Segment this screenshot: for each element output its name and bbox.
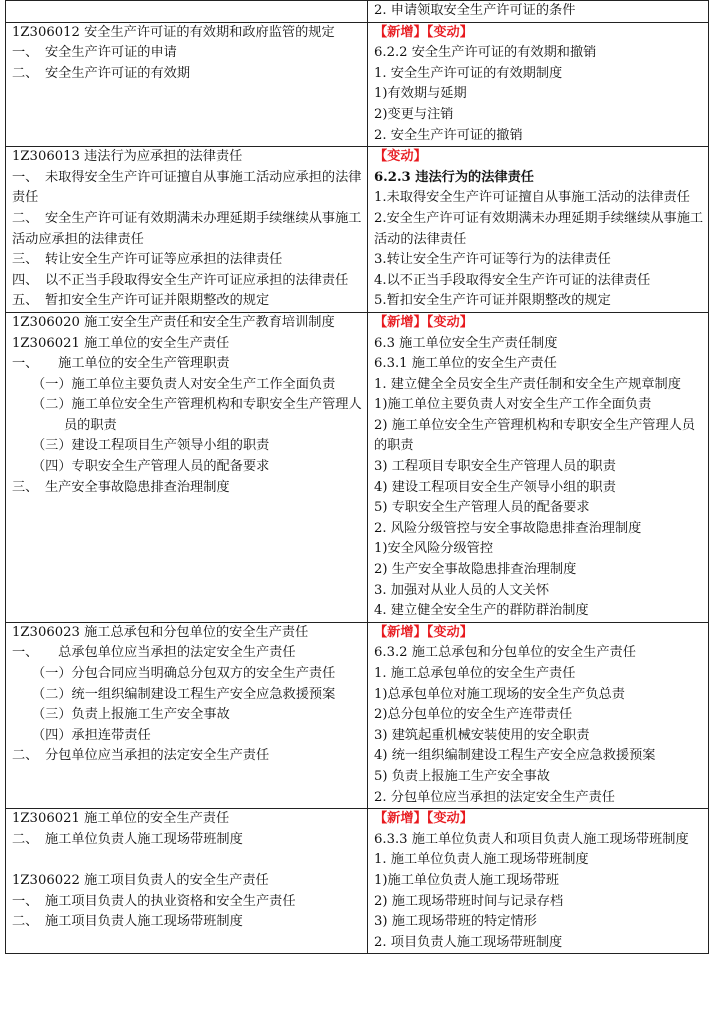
change-tags — [374, 313, 704, 334]
left-line: （三）负责上报施工生产安全事故 — [32, 707, 230, 723]
left-line: 一、 安全生产许可证的申请 — [12, 45, 177, 61]
section-code-title: 1Z306021 施工单位的安全生产责任 — [12, 811, 230, 827]
right-line: 1)安全风险分级管控 — [374, 541, 494, 557]
new-outline-cell — [368, 312, 709, 622]
right-line: 5) 负责上报施工生产安全事故 — [374, 768, 550, 784]
tag-changed: 【变动】 — [426, 624, 473, 640]
left-line: （二）施工单位安全生产管理机构和专职安全生产管理人员的职责 — [32, 397, 362, 433]
tag-new: 【新增】 — [374, 314, 427, 330]
old-outline-cell — [6, 312, 368, 622]
right-line: 3.转让安全生产许可证等行为的法律责任 — [374, 252, 611, 268]
tag-changed: 【变动】 — [426, 24, 473, 40]
left-line: 二、 施工项目负责人施工现场带班制度 — [12, 914, 243, 930]
blank-line — [12, 850, 363, 871]
table-row — [6, 312, 709, 622]
right-line: 2. 项目负责人施工现场带班制度 — [374, 934, 563, 950]
section-code-title: 1Z306012 安全生产许可证的有效期和政府监管的规定 — [12, 24, 335, 40]
right-line: 2) 施工单位安全生产管理机构和专职安全生产管理人员的职责 — [374, 417, 696, 454]
left-line: （二）统一组织编制建设工程生产安全应急救援预案 — [32, 686, 336, 702]
right-line: 3) 工程项目专职安全生产管理人员的职责 — [374, 459, 616, 475]
left-line: 一、 总承包单位应当承担的法定安全生产责任 — [12, 645, 296, 661]
right-line: 2. 分包单位应当承担的法定安全生产责任 — [374, 789, 615, 805]
right-line: 3. 加强对从业人员的人文关怀 — [374, 582, 550, 598]
old-outline-cell — [6, 147, 368, 313]
right-line: 2)总分包单位的安全生产连带责任 — [374, 707, 573, 723]
new-outline-cell — [368, 622, 709, 808]
table-row — [6, 1, 709, 23]
right-line: 3) 施工现场带班的特定情形 — [374, 914, 537, 930]
right-line: 6.3.3 施工单位负责人和项目负责人施工现场带班制度 — [374, 831, 689, 847]
left-line: （四）专职安全生产管理人员的配备要求 — [32, 459, 270, 475]
right-line: 2.安全生产许可证有效期满未办理延期手续继续从事施工活动的法律责任 — [374, 210, 704, 247]
old-outline-cell — [6, 809, 368, 954]
old-outline-cell — [6, 1, 368, 23]
right-heading: 6.2.3 违法行为的法律责任 — [374, 169, 534, 185]
right-line: 4.以不正当手段取得安全生产许可证的法律责任 — [374, 272, 651, 288]
table-row — [6, 622, 709, 808]
change-tags — [374, 809, 704, 830]
tag-changed: 【变动】 — [374, 149, 427, 165]
left-line: （四）承担连带责任 — [32, 727, 151, 743]
right-line: 1. 施工总承包单位的安全生产责任 — [374, 666, 576, 681]
right-line: 2) 施工现场带班时间与记录存档 — [374, 893, 564, 909]
left-line: （一）分包合同应当明确总分包双方的安全生产责任 — [32, 666, 336, 681]
right-line: 6.3.1 施工单位的安全生产责任 — [374, 356, 557, 372]
left-line: 二、 安全生产许可证有效期满未办理延期手续继续从事施工活动应承担的法律责任 — [12, 210, 362, 247]
left-line: 二、 施工单位负责人施工现场带班制度 — [12, 831, 243, 847]
left-line: （三）建设工程项目生产领导小组的职责 — [32, 438, 270, 454]
table-row — [6, 22, 709, 147]
left-line: 二、 安全生产许可证的有效期 — [12, 65, 191, 81]
right-line: 4. 建立健全安全生产的群防群治制度 — [374, 603, 589, 619]
right-line: 4) 建设工程项目安全生产领导小组的职责 — [374, 479, 616, 495]
right-line: 2. 安全生产许可证的撤销 — [374, 127, 523, 143]
section-code-title: 1Z306021 施工单位的安全生产责任 — [12, 335, 230, 351]
tag-new: 【新增】 — [374, 24, 427, 40]
left-line: 二、 分包单位应当承担的法定安全生产责任 — [12, 748, 270, 764]
left-line: 五、 暂扣安全生产许可证并限期整改的规定 — [12, 293, 270, 309]
change-tags — [374, 147, 704, 168]
old-outline-cell — [6, 622, 368, 808]
new-outline-cell — [368, 809, 709, 954]
right-line: 1. 施工单位负责人施工现场带班制度 — [374, 852, 589, 868]
left-line: 四、 以不正当手段取得安全生产许可证应承担的法律责任 — [12, 272, 349, 288]
left-line: 一、 施工单位的安全生产管理职责 — [12, 356, 230, 372]
new-outline-cell — [368, 1, 709, 23]
right-line: 6.3.2 施工总承包和分包单位的安全生产责任 — [374, 645, 636, 661]
right-line: 1.未取得安全生产许可证擅自从事施工活动的法律责任 — [374, 190, 690, 206]
table-row — [6, 809, 709, 954]
right-line: 2. 申请领取安全生产许可证的条件 — [374, 3, 576, 18]
right-line: 6.3 施工单位安全生产责任制度 — [374, 335, 558, 351]
section-code-title: 1Z306013 违法行为应承担的法律责任 — [12, 149, 243, 165]
right-line: 3) 建筑起重机械安装使用的安全职责 — [374, 727, 590, 743]
new-outline-cell — [368, 147, 709, 313]
section-code-title: 1Z306022 施工项目负责人的安全生产责任 — [12, 872, 269, 888]
right-line: 1)有效期与延期 — [374, 86, 467, 102]
left-line: 一、 施工项目负责人的执业资格和安全生产责任 — [12, 893, 296, 909]
tag-changed: 【变动】 — [426, 314, 473, 330]
right-line: 5.暂扣安全生产许可证并限期整改的规定 — [374, 293, 611, 309]
left-line: 三、 生产安全事故隐患排查治理制度 — [12, 479, 230, 495]
table-row — [6, 147, 709, 313]
right-line: 1)总承包单位对施工现场的安全生产负总责 — [374, 686, 625, 702]
right-line: 1)施工单位负责人施工现场带班 — [374, 872, 559, 888]
right-line: 2. 风险分级管控与安全事故隐患排查治理制度 — [374, 520, 642, 536]
tag-new: 【新增】 — [374, 811, 427, 827]
right-line: 6.2.2 安全生产许可证的有效期和撤销 — [374, 45, 597, 61]
right-line: 5) 专职安全生产管理人员的配备要求 — [374, 500, 590, 516]
right-line: 1. 安全生产许可证的有效期制度 — [374, 65, 563, 81]
change-tags — [374, 23, 704, 44]
tag-changed: 【变动】 — [426, 811, 473, 827]
section-code-title: 1Z306023 施工总承包和分包单位的安全生产责任 — [12, 624, 309, 640]
right-line: 2) 生产安全事故隐患排查治理制度 — [374, 562, 577, 578]
section-code-title: 1Z306020 施工安全生产责任和安全生产教育培训制度 — [12, 314, 335, 330]
comparison-table — [5, 0, 709, 954]
new-outline-cell — [368, 22, 709, 147]
change-tags — [374, 623, 704, 644]
left-line: （一）施工单位主要负责人对安全生产工作全面负责 — [32, 376, 336, 392]
right-line: 1. 建立健全全员安全生产责任制和安全生产规章制度 — [374, 376, 681, 392]
right-line: 2)变更与注销 — [374, 106, 454, 122]
old-outline-cell — [6, 22, 368, 147]
right-line: 4) 统一组织编制建设工程生产安全应急救援预案 — [374, 748, 656, 764]
left-line: 一、 未取得安全生产许可证擅自从事施工活动应承担的法律责任 — [12, 169, 362, 206]
tag-new: 【新增】 — [374, 624, 427, 640]
right-line: 1)施工单位主要负责人对安全生产工作全面负责 — [374, 397, 652, 413]
left-line: 三、 转让安全生产许可证等应承担的法律责任 — [12, 252, 283, 268]
